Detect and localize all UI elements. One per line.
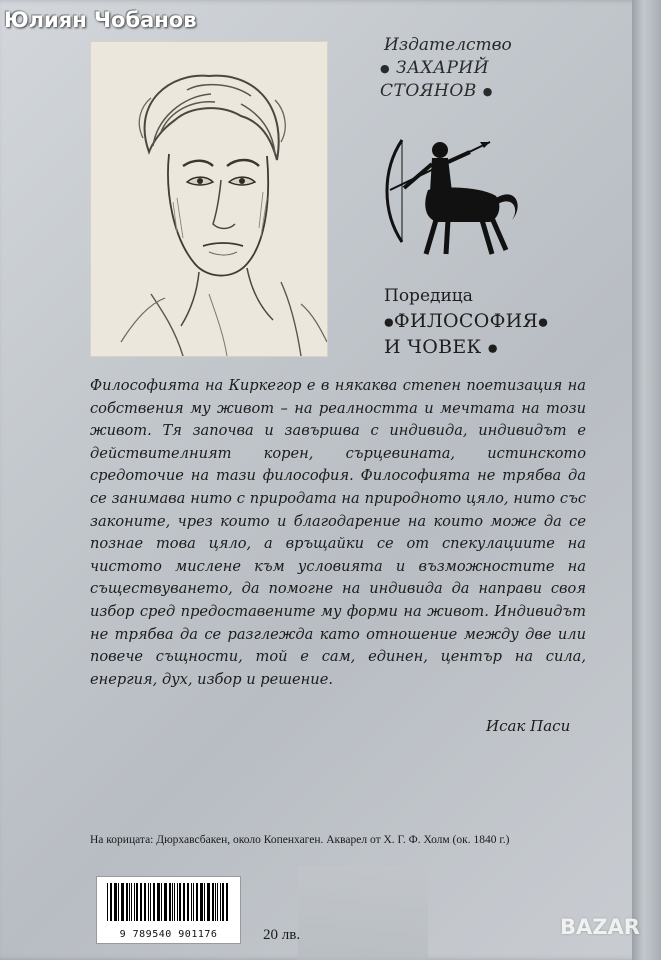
barcode-icon — [97, 877, 240, 927]
portrait-sketch-icon — [91, 42, 327, 356]
series-block — [384, 284, 584, 360]
portrait-image — [91, 42, 327, 356]
barcode-number: 9 789540 901176 — [119, 929, 218, 940]
bullet-dot-icon: ● — [482, 85, 493, 98]
bullet-dot-icon: ● — [538, 315, 549, 329]
owner-label: Юлиян Чобанов — [4, 8, 197, 32]
series-name-line2: И ЧОВЕК ● — [384, 335, 498, 358]
bullet-dot-icon: ● — [487, 341, 498, 354]
blurb-text — [90, 375, 586, 691]
book-spine — [632, 0, 661, 960]
publisher-name-line2: СТОЯНОВ ● — [380, 81, 493, 101]
bullet-dot-icon: ● — [380, 62, 391, 75]
blurb-paragraph: Философията на Киркегор е в някаква степен поетизация на собствения му живот – на реалността и мечтата на този живот. Тя започва и завършва с индивида, индивидът е действителният корен, сърцевината, истинското средоточие на тази философия. Философията не трябва да се занимава нито с природата на природното цяло, нито със законите, чрез които и благодарение на които може да се познае това цяло, а връщайки се от спекулациите на чистото мислене към условията и възможностите на съществуването, да помогне на индивида да направи своя избор сред предоставените му форми на живот. Индивидът не трябва да се разглежда като отношение между две или повече същности, той е сам, единен, център на сила, енергия, дух, избор и решение. — [90, 377, 586, 688]
price-sticker-residue — [298, 866, 428, 960]
series-label: Поредица — [384, 286, 473, 306]
series-name-line1: ●ФИЛОСОФИЯ● — [384, 310, 549, 332]
watermark-logo: BAZAR — [560, 915, 640, 939]
publisher-label: Издателство — [384, 35, 512, 55]
publisher-block — [380, 34, 540, 103]
publisher-name-line1: ● ЗАХАРИЙ — [380, 58, 490, 78]
blurb-author: Исак Паси — [486, 717, 571, 735]
archer-centaur-icon — [380, 130, 525, 260]
barcode — [96, 876, 241, 944]
cover-caption: На корицата: Дюрхавсбакен, около Копенхаген. Акварел от Х. Г. Ф. Холм (ок. 1840 г.) — [90, 834, 510, 846]
bullet-dot-icon: ● — [384, 315, 394, 329]
price-label: 20 лв. — [263, 927, 301, 943]
